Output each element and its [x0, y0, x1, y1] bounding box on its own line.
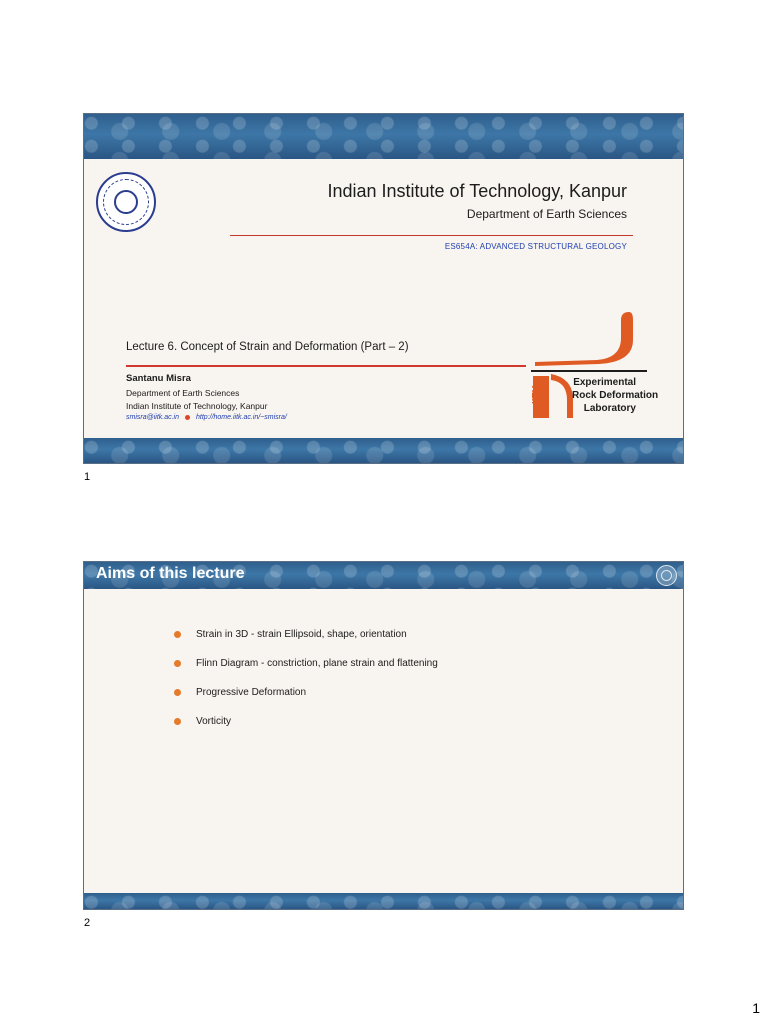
bullet-icon — [174, 689, 181, 696]
aims-slide — [83, 561, 684, 910]
bullet-icon — [174, 660, 181, 667]
lecture-title: Lecture 6. Concept of Strain and Deformation (Part – 2) — [126, 341, 409, 353]
institute-title: Indian Institute of Technology, Kanpur — [327, 181, 627, 201]
author-name: Santanu Misra — [126, 373, 191, 384]
author-institute: Indian Institute of Technology, Kanpur — [126, 401, 268, 411]
aims-list — [174, 628, 438, 744]
lab-name — [572, 376, 659, 415]
bullet-text: Strain in 3D - strain Ellipsoid, shape, orientation — [196, 629, 407, 640]
title-band — [84, 562, 683, 589]
list-item — [174, 686, 438, 715]
contact-line — [126, 414, 287, 421]
iitk-seal-icon — [96, 172, 156, 232]
slide-number-2: 2 — [84, 917, 91, 929]
divider — [230, 235, 633, 236]
list-item — [174, 657, 438, 686]
email-link[interactable]: smisra@iitk.ac.in — [126, 414, 180, 421]
title-slide — [83, 113, 684, 464]
slide-title: Aims of this lecture — [96, 565, 245, 582]
iitk-seal-icon — [656, 565, 677, 586]
course-title: ES654A: ADVANCED STRUCTURAL GEOLOGY — [444, 242, 627, 251]
lab-line-2: Rock Deformation — [572, 390, 659, 401]
bullet-text: Flinn Diagram - constriction, plane strain and flattening — [196, 658, 438, 669]
lab-line-3: Laboratory — [583, 403, 636, 414]
header-band — [84, 114, 683, 159]
bullet-icon — [174, 631, 181, 638]
slide-number-1: 1 — [84, 471, 91, 483]
lab-line-1: Experimental — [573, 377, 636, 388]
bullet-text: Progressive Deformation — [196, 687, 307, 698]
iitk-badge: IITK — [531, 385, 542, 404]
footer-band — [84, 893, 683, 909]
department-title: Department of Earth Sciences — [466, 207, 627, 221]
list-item — [174, 628, 438, 657]
separator-dot-icon — [185, 415, 190, 420]
list-item — [174, 715, 438, 744]
sheet-page-number: 1 — [752, 1000, 760, 1016]
author-department: Department of Earth Sciences — [126, 388, 240, 398]
lecture-divider — [126, 365, 526, 367]
bullet-icon — [174, 718, 181, 725]
homepage-link[interactable]: http://home.iitk.ac.in/~smisra/ — [196, 414, 287, 421]
footer-band — [84, 438, 683, 463]
bullet-text: Vorticity — [196, 716, 232, 727]
